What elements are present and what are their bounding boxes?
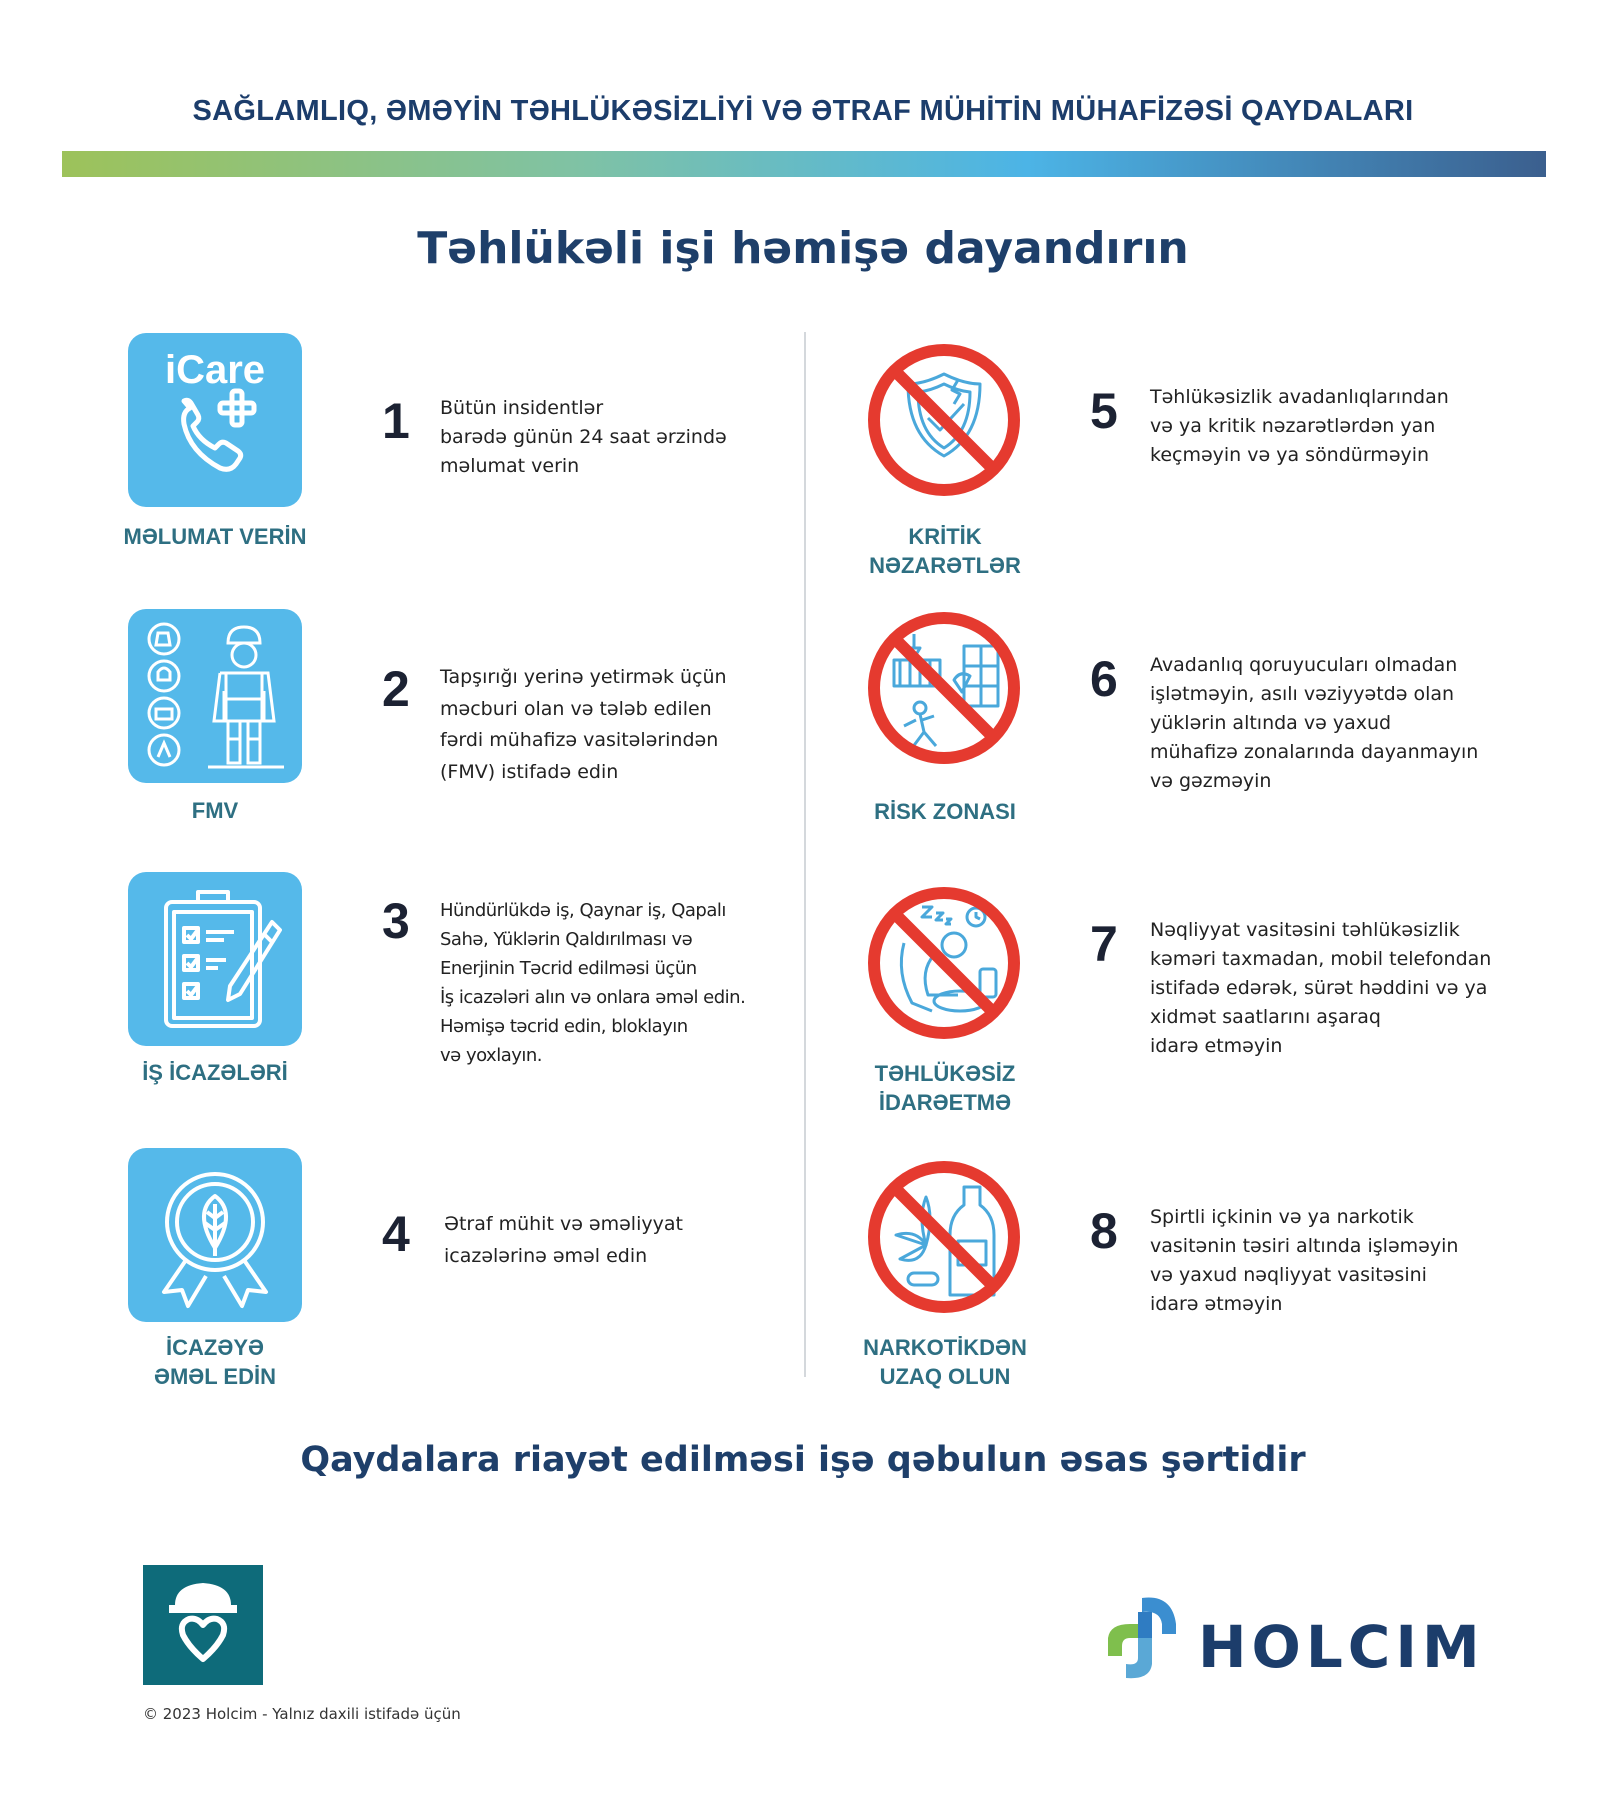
- rule-text-line: işlətməyin, asılı vəziyyətdə olan: [1150, 683, 1455, 705]
- category-label: [825, 797, 1065, 826]
- helmet-heart-icon: [143, 1565, 263, 1685]
- category-line: MƏLUMAT VERİN: [123, 524, 307, 549]
- rule-text: [1150, 916, 1491, 1061]
- category-line: İCAZƏYƏ: [166, 1335, 264, 1360]
- rule-number: 2: [382, 661, 410, 717]
- category-label: [100, 796, 330, 825]
- rule-text-line: keçməyin və ya söndürməyin: [1150, 444, 1430, 466]
- rule-text-line: Tapşırığı yerinə yetirmək üçün: [440, 666, 727, 688]
- rule-text-line: Təhlükəsizlik avadanlıqlarından: [1150, 386, 1449, 408]
- rule-text-line: məlumat verin: [440, 455, 580, 477]
- category-line: NARKOTİKDƏN: [863, 1335, 1027, 1360]
- icare-phone-icon: [128, 333, 302, 507]
- rule-number: 6: [1090, 651, 1118, 707]
- ban-sign: [864, 1157, 1024, 1317]
- category-line: UZAQ OLUN: [879, 1364, 1011, 1389]
- rule-text-line: vasitənin təsiri altında işləməyin: [1150, 1235, 1459, 1257]
- category-label: [825, 1333, 1065, 1391]
- no-shield-icon: [864, 340, 1024, 500]
- no-alcohol-drugs-icon: [864, 1157, 1024, 1317]
- category-line: TƏHLÜKƏSİZ: [874, 1061, 1016, 1086]
- rule-text-line: Ətraf mühit və əməliyyat: [444, 1213, 683, 1235]
- category-line: İDARƏETMƏ: [878, 1090, 1012, 1115]
- rule-text-line: Enerjinin Təcrid edilməsi üçün: [440, 958, 697, 979]
- icare-tile: [128, 333, 302, 507]
- clipboard-checklist-icon: [128, 872, 302, 1046]
- rule-number: 1: [382, 393, 410, 449]
- icare-logo-text: iCare: [164, 348, 266, 392]
- rule-text-line: Bütün insidentlər: [440, 397, 604, 419]
- rule-text-line: və yaxud nəqliyyat vasitəsini: [1150, 1264, 1427, 1286]
- rule-text-line: Hündürlükdə iş, Qaynar iş, Qapalı: [440, 900, 726, 921]
- rule-text-line: və gəzməyin: [1150, 770, 1272, 792]
- rule-text: [440, 662, 727, 788]
- footer-heading: Qaydalara riayət edilməsi işə qəbulun əsas şərtidir: [300, 1440, 1306, 1480]
- rule-text-line: Sahə, Yüklərin Qaldırılması və: [440, 929, 693, 950]
- category-label: [825, 522, 1065, 580]
- holcim-logo-mark: [1100, 1592, 1190, 1682]
- rule-number: 3: [382, 893, 410, 949]
- page-header-title: SAĞLAMLIQ, ƏMƏYİN TƏHLÜKƏSİZLİYİ VƏ ƏTRAF MÜHİTİN MÜHAFİZƏSİ QAYDALARI: [192, 95, 1414, 127]
- rule-text-line: yüklərin altında və yaxud: [1150, 712, 1392, 734]
- rule-text: [1150, 1203, 1458, 1319]
- rule-number: 8: [1090, 1203, 1118, 1259]
- rule-text: [440, 896, 745, 1070]
- rule-number: 5: [1090, 383, 1118, 439]
- rule-text-line: mühafizə zonalarında dayanmayın: [1150, 741, 1479, 763]
- category-line: NƏZARƏTLƏR: [869, 553, 1021, 578]
- category-line: RİSK ZONASI: [874, 799, 1016, 824]
- category-line: FMV: [191, 798, 239, 823]
- rule-text-line: Həmişə təcrid edin, bloklayın: [440, 1016, 688, 1037]
- rule-text-line: və yoxlayın.: [440, 1045, 543, 1066]
- main-heading: Təhlükəli işi həmişə dayandırın: [417, 223, 1189, 274]
- ppe-worker-icon: [128, 609, 302, 783]
- copyright-text: © 2023 Holcim - Yalnız daxili istifadə üçün: [143, 1705, 461, 1723]
- ban-sign: [864, 608, 1024, 768]
- rule-number: 7: [1090, 916, 1118, 972]
- rule-text-line: xidmət saatlarını aşaraq: [1150, 1006, 1381, 1028]
- helmet-heart-logo: [143, 1565, 263, 1685]
- environment-tile: [128, 1148, 302, 1322]
- ban-sign: [864, 883, 1024, 1043]
- category-label: [825, 1059, 1065, 1117]
- rule-number: 4: [382, 1206, 410, 1262]
- rule-text: [440, 394, 727, 481]
- leaf-badge-icon: [128, 1148, 302, 1322]
- category-line: ƏMƏL EDİN: [154, 1364, 276, 1389]
- rule-text-line: idarə ətməyin: [1150, 1293, 1283, 1315]
- rule-text-line: kəməri taxmadan, mobil telefondan: [1150, 948, 1492, 970]
- rule-text-line: icazələrinə əməl edin: [444, 1245, 648, 1267]
- rule-text: [1150, 651, 1478, 796]
- rule-text-line: fərdi mühafizə vasitələrindən: [440, 729, 719, 751]
- holcim-h-icon: [1100, 1592, 1190, 1682]
- rule-text-line: İş icazələri alın və onlara əməl edin.: [440, 987, 746, 1008]
- rule-text-line: Spirtli içkinin və ya narkotik: [1150, 1206, 1414, 1228]
- rule-text-line: (FMV) istifadə edin: [440, 760, 619, 783]
- no-unsafe-driving-icon: [864, 883, 1024, 1043]
- holcim-brand-name: HOLCIM: [1198, 1613, 1485, 1681]
- rule-text: [1150, 383, 1449, 470]
- category-label: [100, 1058, 330, 1087]
- category-label: [100, 1333, 330, 1391]
- rule-text: [444, 1208, 683, 1272]
- rule-text-line: məcburi olan və tələb edilen: [440, 697, 712, 720]
- category-line: İŞ İCAZƏLƏRİ: [142, 1060, 288, 1085]
- permits-tile: [128, 872, 302, 1046]
- rule-text-line: barədə günün 24 saat ərzində: [440, 426, 727, 448]
- no-risk-zone-icon: [864, 608, 1024, 768]
- ppe-tile: [128, 609, 302, 783]
- header-gradient-bar: [62, 151, 1546, 177]
- rule-text-line: Nəqliyyat vasitəsini təhlükəsizlik: [1150, 919, 1460, 941]
- rule-text-line: istifadə edərək, sürət həddini və ya: [1150, 977, 1488, 999]
- category-label: [100, 522, 330, 551]
- ban-sign: [864, 340, 1024, 500]
- rule-text-line: idarə etməyin: [1150, 1035, 1283, 1057]
- category-line: KRİTİK: [908, 524, 982, 549]
- rule-text-line: Avadanlıq qoruyucuları olmadan: [1150, 654, 1458, 676]
- column-divider: [804, 332, 806, 1377]
- rule-text-line: və ya kritik nəzarətlərdən yan: [1150, 415, 1436, 437]
